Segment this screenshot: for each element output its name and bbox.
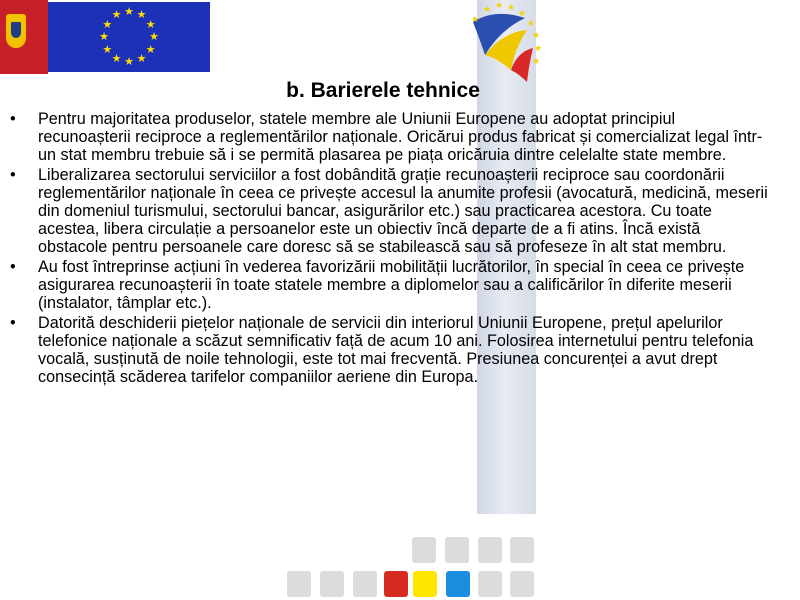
decor-square xyxy=(445,537,469,563)
list-item xyxy=(10,166,770,256)
eu-flag-icon xyxy=(48,2,210,72)
svg-text:★: ★ xyxy=(471,15,480,25)
decor-square xyxy=(478,571,502,597)
svg-text:★: ★ xyxy=(532,57,541,67)
eu-star-icon: ★ xyxy=(136,52,147,65)
eu-star-icon: ★ xyxy=(145,18,156,31)
eu-star-icon: ★ xyxy=(136,9,147,22)
eu-star-icon: ★ xyxy=(111,9,122,22)
bullet-marker: • xyxy=(10,258,16,276)
eu-star-icon: ★ xyxy=(111,52,122,65)
decor-square xyxy=(510,537,534,563)
eu-star-icon: ★ xyxy=(102,18,113,31)
decor-square xyxy=(320,571,344,597)
svg-text:★: ★ xyxy=(532,31,541,41)
list-item xyxy=(10,110,770,164)
bullet-text: Pentru majoritatea produselor, statele membre ale Uniunii Europene au adoptat principiul recunoașterii reciproce a reglementărilor naționale. Oricărui produs fabricat și comercializat legal într-un stat membru trebuie să i se permită plasarea pe piața oricăruia dintre celelalte state membre. xyxy=(38,110,763,164)
list-item xyxy=(10,258,770,312)
bullet-list xyxy=(10,110,770,388)
decor-square-yellow xyxy=(413,571,437,597)
decor-square xyxy=(287,571,311,597)
eu-star-icon: ★ xyxy=(124,56,134,68)
coat-of-arms-icon xyxy=(6,14,26,48)
decor-square xyxy=(412,537,436,563)
svg-text:★: ★ xyxy=(527,19,536,29)
bullet-text: Liberalizarea sectorului serviciilor a fost dobândită grație recunoașterii reciproce sau coordonării reglementărilor naționale în ceea ce privește accesul la anumite profesii (avocatură, medicină, meserii din domeniul turismului, sectorului bancar, asigurărilor etc.) sau practicarea acestora. Cu toate acestea, libera circulație a persoanelor este un obiectiv încă departe de a fi atins. Încă există obstacole pentru persoanele care doresc să se stabilească sau să profeseze în alt stat membru. xyxy=(38,166,768,256)
eu-star-icon: ★ xyxy=(145,43,156,56)
decor-square-blue xyxy=(446,571,470,597)
decor-square xyxy=(353,571,377,597)
decor-square xyxy=(478,537,502,563)
slide-title: b. Barierele tehnice xyxy=(286,79,480,102)
svg-text:★: ★ xyxy=(483,5,492,15)
romanian-flag-icon xyxy=(0,0,48,74)
eu-star-icon: ★ xyxy=(149,31,159,43)
decor-square-red xyxy=(384,571,408,597)
list-item xyxy=(10,314,770,386)
decor-square xyxy=(510,571,534,597)
svg-text:★: ★ xyxy=(495,1,504,11)
bullet-text: Datorită deschiderii piețelor naționale de servicii din interiorul Uniunii Europene, prețul apelurilor telefonice naționale a scăzut semnificativ față de acum 10 ani. Folosirea internetului pentru telefonia vocală, susținută de noile tehnologii, este tot mai frecventă. Presiunea concurenței a avut drept consecință scăderea tarifelor companiilor aeriene din Europa. xyxy=(38,314,754,386)
eu-star-icon: ★ xyxy=(124,6,134,18)
bullet-marker: • xyxy=(10,110,16,128)
bullet-marker: • xyxy=(10,166,16,184)
svg-text:★: ★ xyxy=(534,44,543,54)
eu-star-icon: ★ xyxy=(102,43,113,56)
eu-star-icon: ★ xyxy=(99,31,109,43)
svg-text:★: ★ xyxy=(507,3,516,13)
bullet-text: Au fost întreprinse acțiuni în vederea favorizării mobilității lucrătorilor, în special în ceea ce privește asigurarea recunoașterii în toate statele membre a diplomelor sau a calificărilor în diferite meserii (instalator, tâmplar etc.). xyxy=(38,258,745,312)
svg-text:★: ★ xyxy=(518,9,527,19)
bullet-marker: • xyxy=(10,314,16,332)
